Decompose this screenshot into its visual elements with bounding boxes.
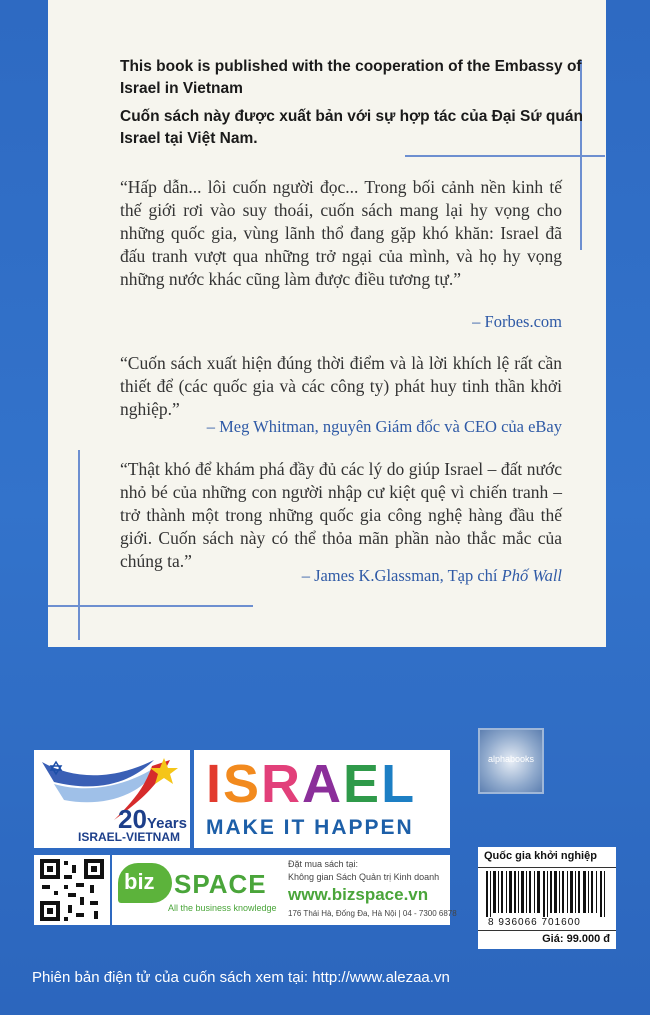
bizspace-block xyxy=(112,855,457,925)
israel-tagline: MAKE IT HAPPEN xyxy=(206,816,414,839)
barcode-number: 8 936066 701600 xyxy=(488,917,581,928)
barcode-title: Quốc gia khởi nghiệp xyxy=(484,850,597,862)
bizspace-website[interactable]: www.bizspace.vn xyxy=(288,885,429,904)
quote-whitman-source: – Meg Whitman, nguyên Giám đốc và CEO của eBay xyxy=(206,417,562,436)
israel-make-it-happen-logo xyxy=(194,750,450,848)
bizspace-tagline: All the business knowledge xyxy=(168,903,277,913)
anniversary-label: ISRAEL-VIETNAM xyxy=(78,830,180,844)
decor-line-bottom-vertical xyxy=(78,450,80,640)
bizspace-address: 176 Thái Hà, Đống Đa, Hà Nội | 04 - 7300 6878 xyxy=(288,909,457,918)
qr-code-icon xyxy=(34,855,110,925)
footer-ebook-link[interactable]: Phiên bản điện tử của cuốn sách xem tại: http://www.alezaa.vn xyxy=(32,969,450,986)
barcode-icon xyxy=(484,871,610,917)
qr-code[interactable] xyxy=(34,855,110,925)
publisher-mark: alphabooks xyxy=(487,754,535,764)
bizspace-space: SPACE xyxy=(174,869,267,899)
israel-title: ISRAEL xyxy=(206,754,417,814)
quote-glassman-source xyxy=(302,566,562,586)
quote-glassman-source-italic: Phố Wall xyxy=(501,566,562,585)
bizspace-biz: biz xyxy=(124,869,155,894)
anniversary-logo xyxy=(34,750,190,848)
quote-whitman: “Cuốn sách xuất hiện đúng thời điểm và là lời khích lệ rất cần thiết để (các quốc gia và các công ty) phát huy tinh thần khởi nghiệp.” xyxy=(120,353,562,419)
barcode-price: Giá: 99.000 đ xyxy=(542,933,610,945)
quote-glassman-source-prefix: – James K.Glassman, Tạp chí xyxy=(301,566,502,585)
quote-forbes-source: – Forbes.com xyxy=(472,312,562,331)
barcode-divider xyxy=(478,867,616,868)
barcode-box xyxy=(478,847,616,949)
publisher-logo xyxy=(478,728,544,794)
intro-english: This book is published with the cooperation of the Embassy of Israel in Vietnam xyxy=(120,58,582,97)
anniversary-number: 20 xyxy=(118,804,147,834)
bizspace-order-line2: Không gian Sách Quản trị Kinh doanh xyxy=(288,872,440,882)
intro-vietnamese: Cuốn sách này được xuất bản với sự hợp tác của Đại Sứ quán Israel tại Việt Nam. xyxy=(120,108,583,147)
decor-line-top-horizontal xyxy=(405,155,605,157)
quote-forbes: “Hấp dẫn... lôi cuốn người đọc... Trong bối cảnh nền kinh tế thế giới rơi vào suy thoái, cuốn sách mang lại hy vọng cho những quốc gia, vùng lãnh thổ đang gặp khó khăn: Israel đã đấu tranh vượt qua những trở ngại của mình, và họ hy vọng những nước khác cũng làm được điều tương tự.” xyxy=(120,177,562,289)
quote-glassman: “Thật khó để khám phá đầy đủ các lý do giúp Israel – đất nước nhỏ bé của những con người nhập cư kiệt quệ vì chiến tranh – trở thành một trong những quốc gia công nghệ hàng đầu thế giới. Cuốn sách này có thể thỏa mãn phần nào thắc mắc của chúng ta.” xyxy=(120,459,562,571)
barcode-divider-bottom xyxy=(478,930,616,931)
anniversary-word: Years xyxy=(146,815,187,832)
bizspace-order-line1: Đặt mua sách tại: xyxy=(288,859,359,869)
